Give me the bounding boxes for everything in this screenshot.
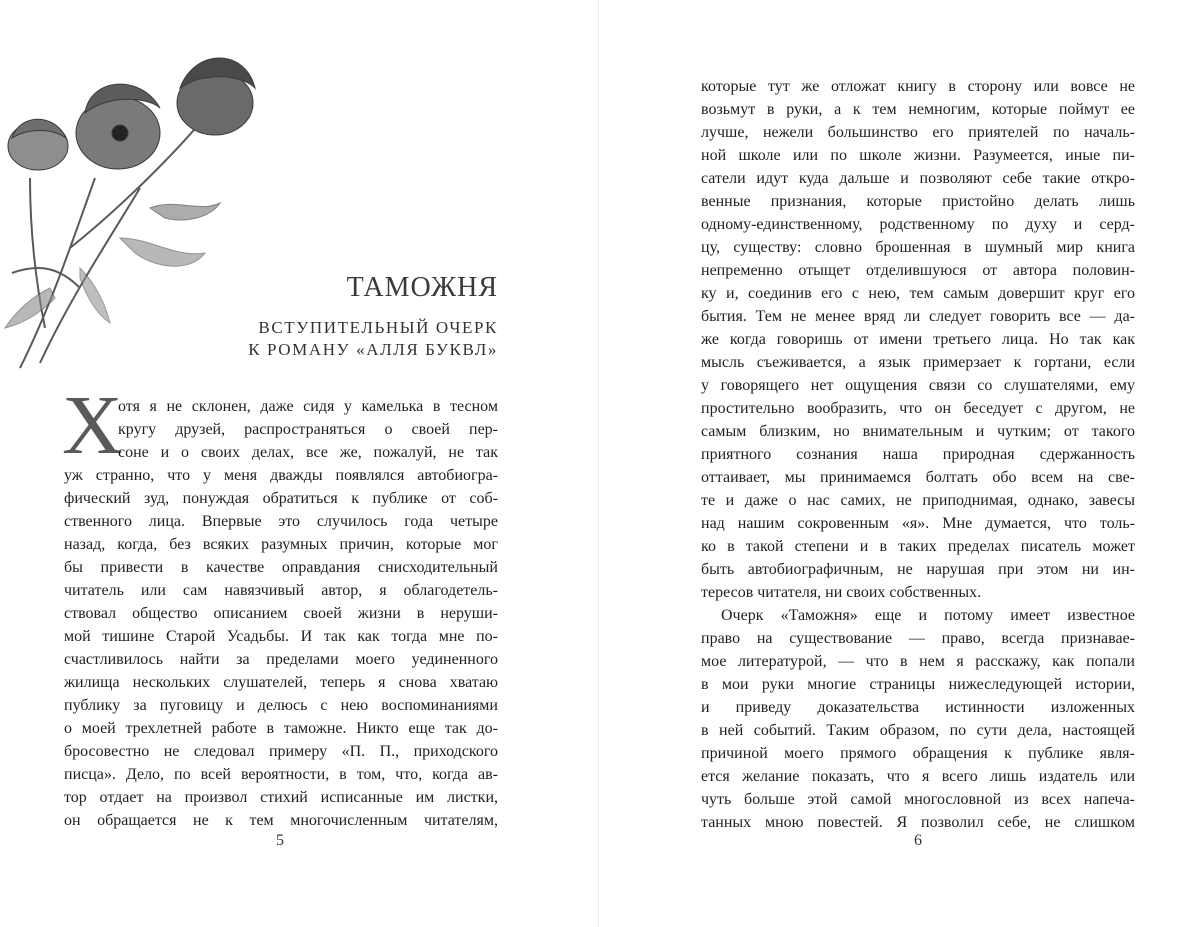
- text-line: лучше, нежели большинство его приятелей по началь-: [701, 124, 1135, 141]
- text-line: тересов читателя, ни своих собственных.: [701, 584, 982, 601]
- text-line: сатели идут куда дальше и позволяют себе такие откро-: [701, 170, 1135, 187]
- text-line: возьмут в руки, а к тем немногим, которые поймут ее: [701, 101, 1135, 118]
- text-line: счастливилось найти за пределами моего уединенного: [64, 651, 498, 668]
- text-line: кругу друзей, распространяться о своей пер-: [118, 421, 498, 438]
- page-number: 6: [914, 832, 922, 849]
- text-line: читатель или сам навязчивый автор, я облагодетель-: [64, 582, 498, 599]
- subtitle-line: К РОМАНУ «АЛЛЯ БУКВЛ»: [248, 340, 498, 359]
- text-line: Очерк «Таможня» еще и потому имеет известное: [721, 607, 1135, 624]
- right-body-text: [701, 75, 1135, 834]
- text-line: которые тут же отложат книгу в сторону или вовсе не: [701, 78, 1135, 95]
- text-line: о моей трехлетней работе в таможне. Никто еще так до-: [64, 720, 498, 737]
- text-line: одному-единственному, родственному по духу и серд-: [701, 216, 1135, 233]
- text-line: тор отдает на произвол стихий исписанные им листки,: [64, 789, 498, 806]
- text-line: и приведу доказательства истинности изложенных: [701, 699, 1135, 716]
- text-line: чуть больше этой самой многословной из всех напеча-: [701, 791, 1135, 808]
- text-line: бросовестно не следовал примеру «П. П., приходского: [64, 743, 498, 760]
- text-line: те и даже о нас самих, не приподнимая, однако, завесы: [701, 492, 1135, 509]
- text-line: отя я не склонен, даже сидя у камелька в тесном: [118, 398, 498, 415]
- text-line: ной школе или по школе жизни. Разумеется, иные пи-: [701, 147, 1135, 164]
- chapter-title: ТАМОЖНЯ: [346, 272, 498, 303]
- text-line: жилища нескольких слушателей, теперь я снова хватаю: [64, 674, 498, 691]
- text-line: право на существование — право, всегда признавае-: [701, 630, 1135, 647]
- text-line: приятного сознания наша природная сдержанность: [701, 446, 1135, 463]
- text-line: танных мною повестей. Я позволил себе, не слишком: [701, 814, 1135, 831]
- text-line: же когда говоришь от имени третьего лица. Но так как: [701, 331, 1135, 348]
- text-line: ко в такой степени и в таких пределах писатель может: [701, 538, 1135, 555]
- text-line: простительно вообразить, что он беседует с другом, не: [701, 400, 1135, 417]
- text-line: назад, когда, без всяких разумных причин, которые мог: [64, 536, 498, 553]
- text-line: бытия. Тем не менее вряд ли следует говорить все — да-: [701, 308, 1135, 325]
- text-line: ется желание показать, что я всего лишь издатель или: [701, 768, 1135, 785]
- text-line: уж странно, что у меня дважды появлялся автобиогра-: [64, 467, 498, 484]
- text-line: в ней событий. Таким образом, по сути дела, настоящей: [701, 722, 1135, 739]
- text-line: венные признания, которые пристойно делать лишь: [701, 193, 1135, 210]
- text-line: мое литературой, — что в нем я расскажу, как попали: [701, 653, 1135, 670]
- text-line: ку и, соединив его с нею, тем самым довершит круг его: [701, 285, 1135, 302]
- text-line: мысль съеживается, а язык примерзает к гортани, если: [701, 354, 1135, 371]
- text-line: ствовал общество описанием своей жизни в неруши-: [64, 605, 498, 622]
- text-line: непременно отыщет отделившуюся от автора половин-: [701, 262, 1135, 279]
- drop-cap: Х: [62, 379, 123, 472]
- subtitle-line: ВСТУПИТЕЛЬНЫЙ ОЧЕРК: [258, 318, 498, 337]
- text-line: быть автобиографичным, не нарушая при этом ни ин-: [701, 561, 1135, 578]
- text-line: у говорящего нет ощущения связи со слушателями, ему: [701, 377, 1135, 394]
- text-line: цу, существу: словно брошенная в шумный мир книга: [701, 239, 1135, 256]
- text-line: причиной моего прямого обращения к публике явля-: [701, 745, 1135, 762]
- text-line: фический зуд, понуждая обратиться к публике от соб-: [64, 490, 498, 507]
- text-line: публику за пуговицу и делюсь с нею воспоминаниями: [64, 697, 498, 714]
- page-number: 5: [276, 832, 284, 849]
- chapter-subtitle: [230, 317, 498, 361]
- text-line: самым близким, но внимательным и чутким; от такого: [701, 423, 1135, 440]
- left-body-text: [64, 395, 498, 832]
- text-line: мой тишине Старой Усадьбы. И так как тогда мне по-: [64, 628, 498, 645]
- text-line: соне и о своих делах, все же, пожалуй, не так: [118, 444, 498, 461]
- text-line: писца». Дело, по всей вероятности, в том, что, когда ав-: [64, 766, 498, 783]
- text-line: над нашим сокровенным «я». Мне думается, что толь-: [701, 515, 1135, 532]
- text-line: бы привести в качестве оправдания снисходительный: [64, 559, 498, 576]
- text-line: он обращается не к тем многочисленным читателям,: [64, 812, 498, 829]
- text-line: в мои руки многие страницы нижеследующей истории,: [701, 676, 1135, 693]
- text-line: ственного лица. Впервые это случилось года четыре: [64, 513, 498, 530]
- text-line: оттаивает, мы принимаемся болтать обо всем на све-: [701, 469, 1135, 486]
